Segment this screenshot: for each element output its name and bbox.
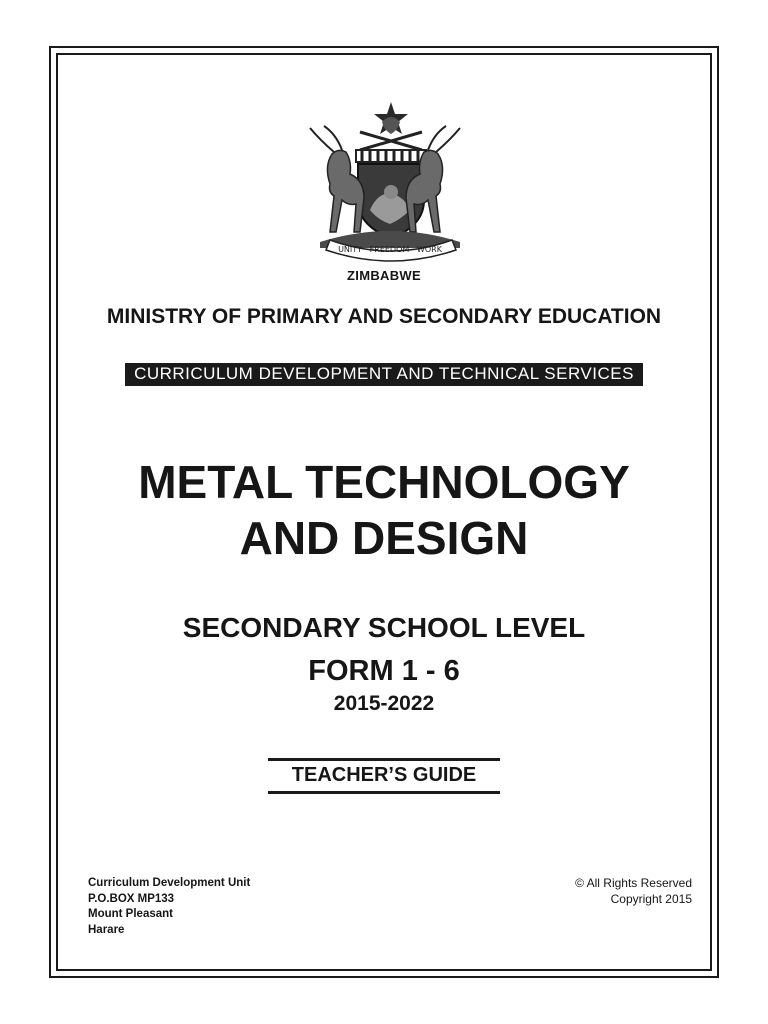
- country-name: ZIMBABWE: [347, 268, 421, 283]
- publisher-address: [88, 876, 250, 938]
- address-line: Mount Pleasant: [88, 908, 173, 920]
- crest-motto: UNITY · FREEDOM · WORK: [338, 245, 442, 254]
- guide-banner: [56, 758, 712, 794]
- copyright-year: Copyright 2015: [610, 891, 692, 906]
- rights-notice: [575, 876, 692, 907]
- department-name: CURRICULUM DEVELOPMENT AND TECHNICAL SERVICES: [125, 363, 643, 386]
- title-line-2: AND DESIGN: [239, 512, 529, 564]
- form-range: FORM 1 - 6: [308, 655, 460, 687]
- year-range: 2015-2022: [333, 692, 435, 715]
- document-title: [56, 454, 712, 566]
- school-level: SECONDARY SCHOOL LEVEL: [182, 612, 586, 643]
- address-line: Harare: [88, 923, 125, 936]
- coat-of-arms-icon: [290, 92, 480, 262]
- ministry-name: MINISTRY OF PRIMARY AND SECONDARY EDUCATION: [106, 305, 662, 328]
- address-line: P.O.BOX MP133: [88, 892, 175, 905]
- address-line: Curriculum Development Unit: [88, 877, 251, 889]
- title-line-1: METAL TECHNOLOGY: [138, 456, 630, 508]
- department-banner: [56, 363, 712, 386]
- guide-label: TEACHER’S GUIDE: [268, 758, 500, 794]
- rights-reserved: © All Rights Reserved: [575, 876, 692, 890]
